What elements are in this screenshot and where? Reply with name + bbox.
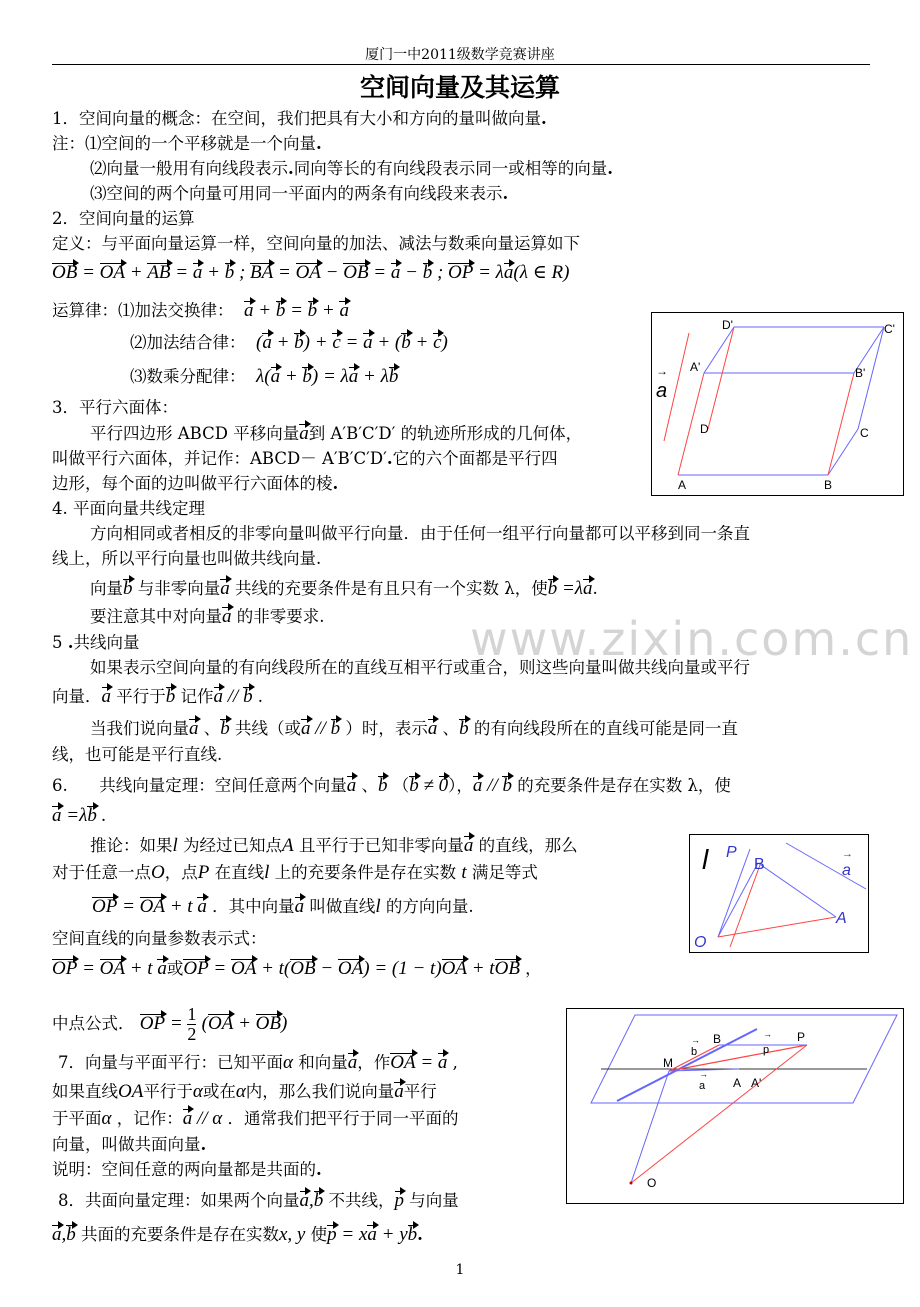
s4-p3: 向量b 与非零向量a 共线的充要条件是有且只有一个实数 λ，使b =λa. <box>90 578 598 599</box>
label-B: B <box>824 478 833 492</box>
s7-p3: 于平面α ，记作：a // α ．通常我们把平行于同一平面的 <box>52 1108 459 1129</box>
label-p: p <box>763 1044 770 1056</box>
label-b: b <box>691 1046 698 1058</box>
header-rule <box>52 64 870 65</box>
s6-corollary: 推论：如果l 为经过已知点A 且平行于已知非零向量a 的直线，那么 <box>90 835 578 856</box>
s5-p2: 向量．a 平行于b 记作a // b . <box>52 686 264 707</box>
label-A: A <box>733 1076 742 1090</box>
s1-note2: ⑵向量一般用有向线段表示.同向等长的有向线段表示同一或相等的向量. <box>90 159 613 178</box>
label-P: P <box>797 1030 806 1044</box>
s6-corollary2: 对于任意一点O，点P 在直线l 上的充要条件是存在实数 t 满足等式 <box>52 862 538 883</box>
label-A-prime: A' <box>751 1076 762 1090</box>
s5-p3: 当我们说向量a 、b 共线（或a // b ）时，表示a 、b 的有向线段所在的直线可能是同一直 <box>90 718 738 739</box>
s4-heading: 4. 平面向量共线定理 <box>52 499 205 518</box>
label-O: O <box>647 1176 657 1190</box>
s8-p1: 8．共面向量定理：如果两个向量a,b 不共线，p 与向量 <box>58 1190 459 1211</box>
s7-p1: 7．向量与平面平行：已知平面α 和向量a，作OA = a , <box>58 1052 458 1073</box>
page-title: 空间向量及其运算 <box>359 73 560 102</box>
s5-p1: 如果表示空间向量的有向线段所在的直线互相平行或重合，则这些向量叫做共线向量或平行 <box>90 658 750 677</box>
watermark: www.zixin.com.cn <box>470 612 914 666</box>
label-A: A <box>678 478 687 492</box>
s5-p4: 线，也可能是平行直线. <box>52 745 223 764</box>
s2-law2: ⑵加法结合律： (a + b) + c = a + (b + c) <box>130 332 448 353</box>
label-B: B <box>713 1032 722 1046</box>
label-a: a <box>699 1080 706 1092</box>
s3-p3: 边形，每个面的边叫做平行六面体的棱. <box>52 474 339 493</box>
s6-param-heading: 空间直线的向量参数表示式： <box>52 929 267 948</box>
label-A-prime: A' <box>690 360 701 374</box>
label-vector-a: a <box>656 380 668 402</box>
label-O: O <box>694 934 707 951</box>
s7-p2: 如果直线OA平行于α或在α内，那么我们说向量a平行 <box>52 1081 437 1102</box>
s4-p1: 方向相同或者相反的非零向量叫做平行向量．由于任何一组平行向量都可以平移到同一条直 <box>90 524 750 543</box>
s3-heading: 3．平行六面体： <box>52 398 178 417</box>
svg-text:→: → <box>763 1029 772 1039</box>
label-C: C <box>860 426 869 440</box>
s2-law1: 运算律：⑴加法交换律： a + b = b + a <box>52 300 349 321</box>
s6-midpoint: 中点公式． OP = $\frac{1}{2}$ (OA + OB) <box>52 1004 288 1044</box>
s1-note3: ⑶空间的两个向量可用同一平面内的两条有向线段来表示. <box>90 184 509 203</box>
s5-heading: 5 .共线向量 <box>52 633 140 652</box>
s6-p1-formula: a =λb . <box>52 805 107 826</box>
s4-p2: 线上，所以平行向量也叫做共线向量. <box>52 549 322 568</box>
page-header: 厦门一中2011级数学竞赛讲座 <box>365 47 555 63</box>
s6-p1: 6. 共线向量定理：空间任意两个向量a 、b （b ≠ 0），a // b 的充要条件是存在实数 λ，使 <box>52 775 731 796</box>
label-P: P <box>726 844 737 861</box>
figure-plane <box>566 1008 904 1204</box>
svg-text:→: → <box>656 364 668 378</box>
svg-text:→: → <box>842 848 853 860</box>
svg-text:→: → <box>699 1069 708 1079</box>
s3-p1: 平行四边形 ABCD 平移向量a到 A′B′C′D′ 的轨迹所形成的几何体， <box>90 423 583 444</box>
s2-formula-ops: OB = OA + AB = a + b ; BA = OA − OB = a − b ; OP = λa(λ ∈ R) <box>52 262 570 283</box>
s8-p2: a,b 共面的充要条件是存在实数x, y 使p = xa + yb. <box>52 1224 423 1245</box>
s2-definition: 定义：与平面向量运算一样，空间向量的加法、减法与数乘向量运算如下 <box>52 234 580 253</box>
label-D: D <box>700 422 709 436</box>
label-D-prime: D' <box>722 318 733 332</box>
s1-note1: 注：⑴空间的一个平移就是一个向量. <box>52 134 322 153</box>
label-M: M <box>663 1056 673 1070</box>
label-B-prime: B' <box>855 366 866 380</box>
svg-text:→: → <box>691 1035 700 1045</box>
label-a: a <box>842 862 851 879</box>
s7-p4: 向量，叫做共面向量. <box>52 1135 207 1154</box>
page-number: 1 <box>455 1262 465 1278</box>
s1-line1: 1．空间向量的概念：在空间，我们把具有大小和方向的量叫做向量. <box>52 109 547 128</box>
label-A: A <box>836 910 847 927</box>
s2-heading: 2．空间向量的运算 <box>52 209 195 228</box>
figure-parallelepiped <box>651 312 904 496</box>
label-l: l <box>702 844 709 875</box>
figure-line-l <box>689 834 869 953</box>
s7-note: 说明：空间任意的两向量都是共面的. <box>52 1160 322 1179</box>
s6-param-formula: OP = OA + t a或OP = OA + t(OB − OA) = (1 − t)OA + tOB ， <box>52 958 542 979</box>
s3-p2: 叫做平行六面体，并记作：ABCD－ A′B′C′D′.它的六个面都是平行四 <box>52 449 558 468</box>
s2-law3: ⑶数乘分配律： λ(a + b) = λa + λb <box>130 366 399 387</box>
s6-equation: OP = OA + t a ．其中向量a 叫做直线l 的方向向量. <box>92 896 474 917</box>
s4-p4: 要注意其中对向量a 的非零要求. <box>90 606 325 627</box>
label-C-prime: C' <box>884 322 895 336</box>
label-B: B <box>754 856 765 873</box>
